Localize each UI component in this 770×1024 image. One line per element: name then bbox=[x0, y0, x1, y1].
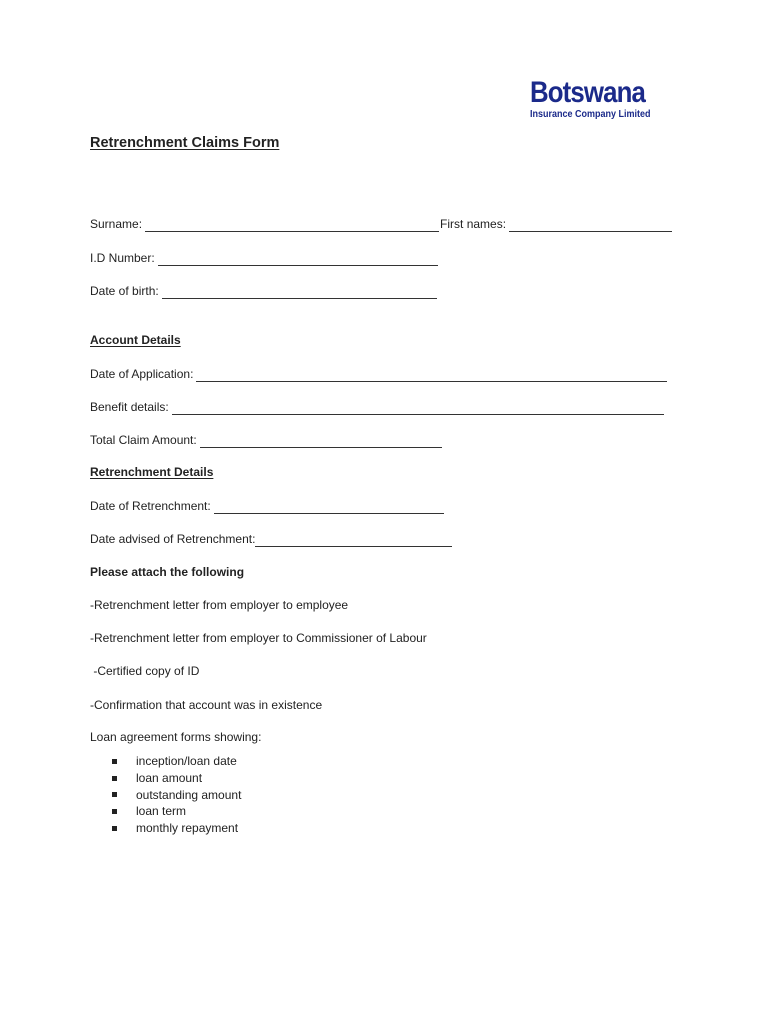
account-details-heading: Account Details bbox=[90, 333, 181, 347]
benefit-row bbox=[90, 399, 664, 415]
id-row bbox=[90, 250, 438, 266]
list-item-label: inception/loan date bbox=[136, 754, 237, 768]
retrenchment-details-heading: Retrenchment Details bbox=[90, 465, 214, 479]
square-bullet-icon bbox=[112, 759, 117, 764]
total-claim-label: Total Claim Amount: bbox=[90, 433, 197, 447]
date-retrenchment-row bbox=[90, 498, 444, 514]
square-bullet-icon bbox=[112, 776, 117, 781]
surname-row bbox=[90, 216, 672, 232]
attachment-item: -Certified copy of ID bbox=[90, 664, 200, 678]
attachment-item: -Retrenchment letter from employer to Commissioner of Labour bbox=[90, 631, 427, 645]
list-item-label: outstanding amount bbox=[136, 787, 242, 802]
attachment-item: -Confirmation that account was in existence bbox=[90, 698, 323, 712]
list-item bbox=[112, 770, 241, 787]
list-item-label: loan amount bbox=[136, 770, 203, 785]
first-names-label: First names: bbox=[440, 217, 507, 231]
date-retrenchment-label: Date of Retrenchment: bbox=[90, 499, 211, 513]
benefit-label: Benefit details: bbox=[90, 400, 169, 414]
dob-label: Date of birth: bbox=[90, 284, 159, 298]
date-advised-row bbox=[90, 531, 452, 547]
date-retrenchment-field[interactable] bbox=[214, 501, 444, 514]
list-item bbox=[112, 820, 241, 837]
date-application-row bbox=[90, 366, 667, 382]
date-advised-label: Date advised of Retrenchment: bbox=[90, 532, 256, 546]
square-bullet-icon bbox=[112, 792, 117, 797]
total-claim-row bbox=[90, 432, 442, 448]
attachment-item: -Retrenchment letter from employer to employee bbox=[90, 598, 349, 612]
loan-bullet-list bbox=[112, 753, 241, 837]
date-application-label: Date of Application: bbox=[90, 367, 194, 381]
date-advised-field[interactable] bbox=[255, 534, 452, 547]
surname-label: Surname: bbox=[90, 217, 143, 231]
list-item bbox=[112, 753, 241, 770]
list-item bbox=[112, 787, 241, 804]
loan-heading: Loan agreement forms showing: bbox=[90, 730, 262, 744]
id-field[interactable] bbox=[158, 253, 438, 266]
square-bullet-icon bbox=[112, 809, 117, 814]
surname-field[interactable] bbox=[145, 219, 439, 232]
dob-row bbox=[90, 283, 437, 299]
dob-field[interactable] bbox=[162, 286, 437, 299]
logo-name: Botswana bbox=[530, 76, 645, 109]
list-item-label: loan term bbox=[136, 804, 187, 819]
square-bullet-icon bbox=[112, 826, 117, 831]
total-claim-field[interactable] bbox=[200, 435, 442, 448]
attachments-heading: Please attach the following bbox=[90, 565, 245, 579]
first-names-field[interactable] bbox=[509, 219, 672, 232]
id-label: I.D Number: bbox=[90, 251, 155, 265]
logo-subtitle: Insurance Company Limited bbox=[530, 109, 651, 120]
list-item bbox=[112, 803, 241, 820]
date-application-field[interactable] bbox=[196, 369, 667, 382]
list-item-label: monthly repayment bbox=[136, 821, 239, 836]
company-logo bbox=[530, 78, 670, 121]
form-title: Retrenchment Claims Form bbox=[90, 135, 280, 151]
benefit-field[interactable] bbox=[172, 402, 664, 415]
